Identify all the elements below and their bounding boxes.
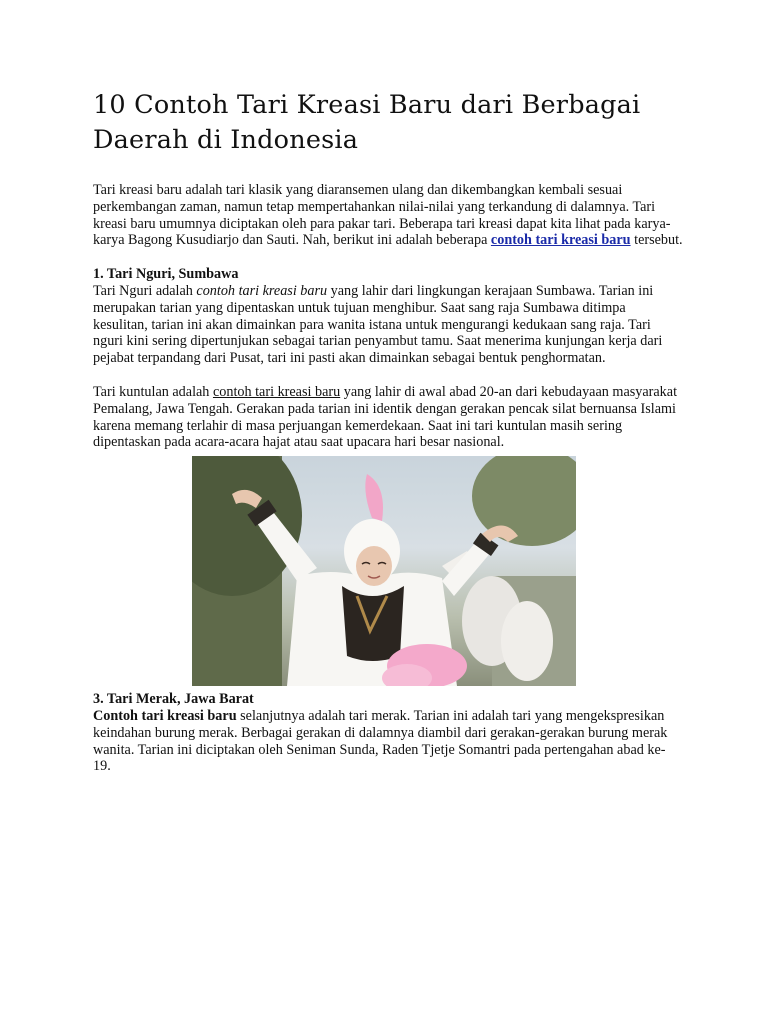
document-page xyxy=(93,88,683,775)
section1-text-end: yang lahir dari lingkungan kerajaan Sumbawa. Tarian ini merupakan tarian yang dipentaskan untuk tujuan menghibur. Saat sang raja Sumbawa ditimpa kesulitan, tarian ini akan dimainkan para wanita istana untuk mengurangi kedukaan sang raja. Tari nguri kini sering dipertunjukan sebagai tarian penyambut tamu. Saat menerima kunjungan kerja dari pejabat terpandang dari Pusat, tari ini pasti akan dimainkan sebagai bentuk penghormatan. xyxy=(93,282,663,367)
section1-paragraph xyxy=(93,283,683,367)
section3-text: selanjutnya adalah tari merak. Tarian ini adalah tari yang mengekspresikan keindahan burung merak. Berbagai gerakan di dalamnya diambil dari gerakan-gerakan burung merak wanita. Tarian ini diciptakan oleh Seniman Sunda, Raden Tjetje Somantri pada pertengahan abad ke-19. xyxy=(93,707,668,775)
dancer-photo-illustration xyxy=(192,456,576,686)
dancer-face xyxy=(356,546,392,586)
background-dancer-2 xyxy=(501,601,553,681)
section2-paragraph xyxy=(93,384,683,451)
intro-text-end: tersebut. xyxy=(630,232,683,249)
section3-bold: Contoh tari kreasi baru xyxy=(93,707,237,724)
section2-link[interactable]: contoh tari kreasi baru xyxy=(212,383,341,400)
section1-heading: 1. Tari Nguri, Sumbawa xyxy=(93,266,239,283)
section3-heading: 3. Tari Merak, Jawa Barat xyxy=(93,691,254,708)
intro-text: Tari kreasi baru adalah tari klasik yang diaransemen ulang dan dikembangkan kembali sesuai perkembangan zaman, namun tetap mempertahankan nilai-nilai yang terkandung di dalamnya. Tari kreasi baru umumnya diciptakan oleh para pakar tari. Beberapa tari kreasi dapat kita lihat pada karya-karya Bagong Kusudiarjo dan Sauti. Nah, berikut ini adalah beberapa xyxy=(93,182,671,249)
section1-text: Tari Nguri adalah xyxy=(93,282,197,299)
section1-italic: contoh tari kreasi baru xyxy=(196,282,328,299)
dancer-photo xyxy=(192,456,576,686)
intro-link[interactable]: contoh tari kreasi baru xyxy=(490,232,631,249)
tree-left xyxy=(192,456,302,596)
section3-paragraph xyxy=(93,708,683,775)
intro-paragraph xyxy=(93,182,683,249)
pink-feather xyxy=(365,474,383,521)
section2-text: Tari kuntulan adalah xyxy=(93,383,213,400)
article-title: 10 Contoh Tari Kreasi Baru dari Berbagai Daerah di Indonesia xyxy=(93,90,641,155)
section2-text-end: yang lahir di awal abad 20-an dari kebudayaan masyarakat Pemalang, Jawa Tengah. Gerakan pada tarian ini identik dengan gerakan pencak silat bernuansa Islami karena memang terlahir di masa perjuangan kemerdekaan. Saat ini tari kuntulan masih sering dipentaskan pada acara-acara hajat atau saat upacara hari besar nasional. xyxy=(93,383,678,451)
